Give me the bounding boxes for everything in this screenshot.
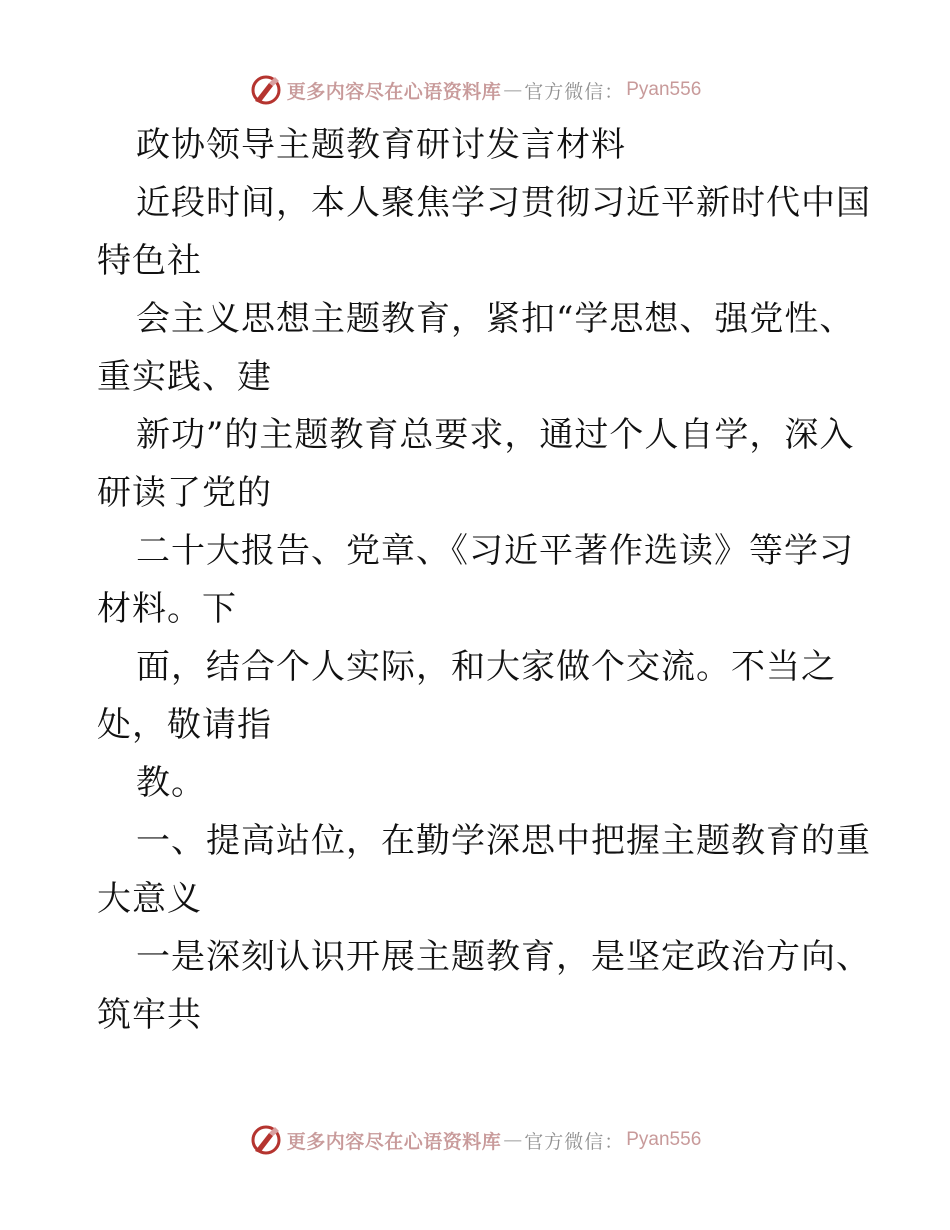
watermark-separator: —	[503, 79, 523, 101]
watermark-official-label: 官方微信：	[524, 80, 625, 103]
watermark-separator: —	[503, 1129, 523, 1151]
footer-watermark	[0, 1120, 950, 1160]
document-title: 政协领导主题教育研讨发言材料	[136, 125, 626, 165]
paragraph-line: 会主义思想主题教育，紧扣“学思想、强党性、	[136, 299, 855, 339]
paragraph-line: 重实践、建	[97, 357, 272, 397]
paragraph-line: 教。	[136, 763, 206, 803]
paragraph-line: 一是深刻认识开展主题教育，是坚定政治方向、	[136, 937, 871, 977]
pen-circle-logo-icon	[249, 73, 283, 107]
header-watermark	[0, 70, 950, 110]
paragraph-line: 近段时间，本人聚焦学习贯彻习近平新时代中国	[136, 183, 871, 223]
paragraph-line: 二十大报告、党章、《习近平著作选读》等学习	[136, 531, 854, 571]
watermark-wechat-id: Pyan556	[626, 79, 702, 100]
paragraph-line: 新功”的主题教育总要求，通过个人自学，深入	[136, 415, 855, 455]
paragraph-line: 面，结合个人实际，和大家做个交流。不当之	[136, 647, 836, 687]
watermark-official-label: 官方微信：	[524, 1130, 625, 1153]
pen-circle-logo-icon	[249, 1123, 283, 1157]
paragraph-line: 特色社	[97, 241, 202, 281]
watermark-text: 更多内容尽在心语资料库	[286, 80, 502, 103]
watermark-wechat-id: Pyan556	[626, 1129, 702, 1150]
watermark-text: 更多内容尽在心语资料库	[286, 1130, 502, 1153]
section-heading: 一、提高站位，在勤学深思中把握主题教育的重	[136, 821, 871, 861]
section-heading-continuation: 大意义	[97, 879, 202, 919]
paragraph-line: 研读了党的	[97, 473, 272, 513]
paragraph-line: 材料。下	[97, 589, 237, 629]
paragraph-line: 处，敬请指	[97, 705, 272, 745]
paragraph-line: 筑牢共	[97, 995, 202, 1035]
